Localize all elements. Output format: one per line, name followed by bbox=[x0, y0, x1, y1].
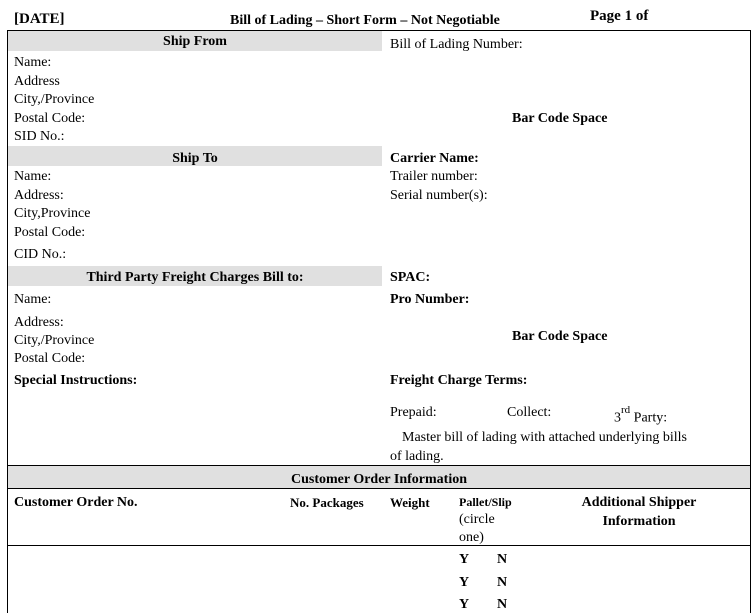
third-party-postal: Postal Code: bbox=[14, 351, 86, 366]
third-party-address: Address: bbox=[14, 315, 64, 330]
ship-from-postal: Postal Code: bbox=[14, 111, 86, 126]
row-1-yes[interactable]: Y bbox=[459, 552, 470, 567]
row-2-no[interactable]: N bbox=[497, 575, 508, 590]
third-party-terms-label bbox=[614, 405, 667, 427]
bol-number-label: Bill of Lading Number: bbox=[390, 37, 523, 52]
pro-number-label: Pro Number: bbox=[390, 292, 470, 307]
date-field: [DATE] bbox=[14, 11, 65, 27]
document-title: Bill of Lading – Short Form – Not Negotiable bbox=[230, 13, 500, 28]
ship-to-heading: Ship To bbox=[172, 151, 218, 166]
row-1-no[interactable]: N bbox=[497, 552, 508, 567]
carrier-name-label: Carrier Name: bbox=[390, 151, 479, 166]
third-party-heading: Third Party Freight Charges Bill to: bbox=[86, 270, 304, 285]
third-party-city: City,/Province bbox=[14, 333, 95, 348]
third-party-word: Party: bbox=[630, 410, 668, 426]
third-party-name: Name: bbox=[14, 292, 52, 307]
ship-from-name: Name: bbox=[14, 55, 52, 70]
row-3-no[interactable]: N bbox=[497, 597, 508, 612]
barcode-space-2: Bar Code Space bbox=[512, 329, 608, 344]
col-pallet-slip: Pallet/Slip bbox=[459, 495, 512, 509]
ship-from-city: City,/Province bbox=[14, 92, 95, 107]
col-customer-order-no: Customer Order No. bbox=[14, 495, 138, 510]
collect-label: Collect: bbox=[507, 405, 552, 420]
top-border bbox=[7, 30, 750, 31]
col-no-packages: No. Packages bbox=[290, 495, 364, 510]
column-header-bottom-line bbox=[7, 545, 750, 546]
barcode-space-1: Bar Code Space bbox=[512, 111, 608, 126]
ship-to-address: Address: bbox=[14, 188, 64, 203]
col-pallet-one: one) bbox=[459, 530, 484, 545]
left-border bbox=[7, 30, 8, 613]
order-info-heading: Customer Order Information bbox=[290, 472, 468, 487]
third-superscript: rd bbox=[621, 404, 631, 416]
ship-from-heading: Ship From bbox=[163, 34, 227, 49]
freight-terms-heading: Freight Charge Terms: bbox=[390, 373, 528, 388]
ship-to-city: City,Province bbox=[14, 206, 91, 221]
master-bol-line-2: of lading. bbox=[390, 449, 444, 464]
row-2-yes[interactable]: Y bbox=[459, 575, 470, 590]
special-instructions-label: Special Instructions: bbox=[14, 373, 138, 388]
master-bol-line-1: Master bill of lading with attached underlying bills bbox=[402, 430, 687, 445]
trailer-number-label: Trailer number: bbox=[390, 169, 478, 184]
order-info-top-line bbox=[7, 465, 750, 466]
ship-to-cid: CID No.: bbox=[14, 247, 67, 262]
col-weight: Weight bbox=[390, 495, 430, 510]
ship-to-name: Name: bbox=[14, 169, 52, 184]
col-additional-info-1: Additional Shipper bbox=[581, 495, 697, 510]
ship-from-address: Address bbox=[14, 74, 60, 89]
serial-numbers-label: Serial number(s): bbox=[390, 188, 488, 203]
third-number: 3 bbox=[614, 410, 621, 426]
page-number: Page 1 of bbox=[590, 8, 649, 24]
col-additional-info-2: Information bbox=[602, 514, 676, 529]
ship-from-sid: SID No.: bbox=[14, 129, 65, 144]
col-pallet-circle: (circle bbox=[459, 512, 495, 527]
row-3-yes[interactable]: Y bbox=[459, 597, 470, 612]
prepaid-label: Prepaid: bbox=[390, 405, 437, 420]
spac-label: SPAC: bbox=[390, 270, 431, 285]
right-border bbox=[750, 30, 751, 613]
order-info-bottom-line bbox=[7, 488, 750, 489]
ship-to-postal: Postal Code: bbox=[14, 225, 86, 240]
